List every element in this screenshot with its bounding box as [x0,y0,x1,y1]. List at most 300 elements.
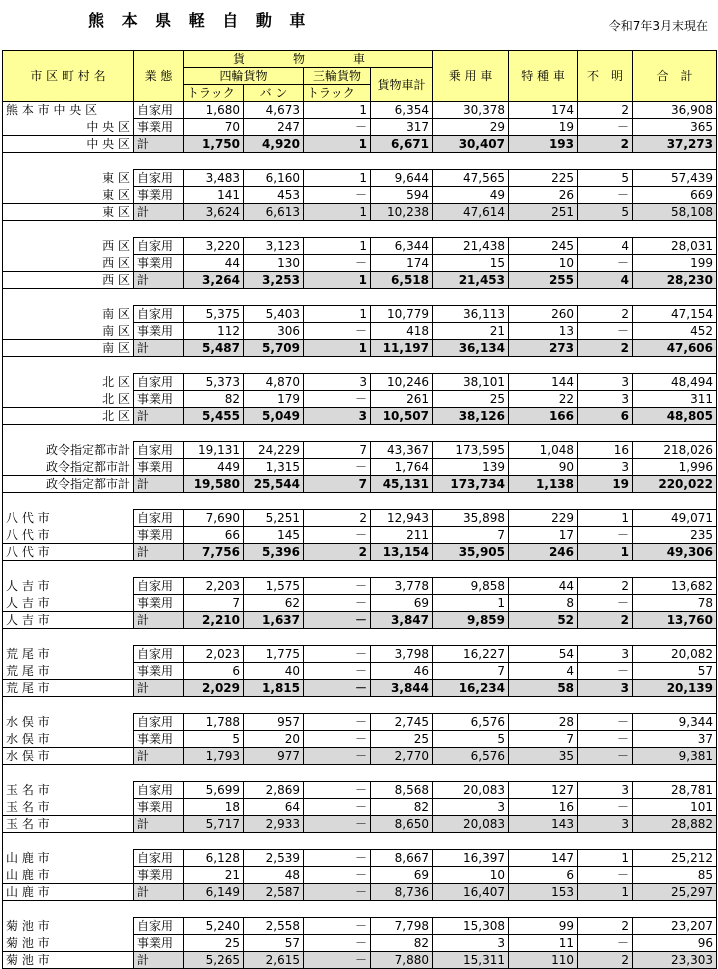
value-cell: 15,311 [433,952,509,969]
value-cell: 20 [244,731,304,748]
value-cell: 48,805 [633,408,717,425]
area-name: 中 央 区 [3,136,134,153]
value-cell: 37 [633,731,717,748]
value-cell: 7,756 [184,544,244,561]
value-cell: 62 [244,595,304,612]
value-cell: 58 [509,680,578,697]
area-name: 西 区 [3,255,134,272]
value-cell: － [578,731,633,748]
value-cell: － [578,748,633,765]
value-cell: 5,403 [244,306,304,323]
value-cell: 18 [184,799,244,816]
value-cell: 10,238 [371,204,433,221]
value-cell: 6,671 [371,136,433,153]
value-cell: 57 [244,935,304,952]
table-row [3,323,717,340]
use-type: 自家用 [134,714,184,731]
area-name: 西 区 [3,272,134,289]
table-row [3,255,717,272]
use-type: 自家用 [134,646,184,663]
value-cell: 25 [371,731,433,748]
value-cell: 3 [578,459,633,476]
value-cell: 16,234 [433,680,509,697]
value-cell: － [578,663,633,680]
value-cell: 36,113 [433,306,509,323]
value-cell: 418 [371,323,433,340]
value-cell: － [578,323,633,340]
table-row [3,272,717,289]
value-cell: 7 [304,476,371,493]
area-name: 南 区 [3,306,134,323]
value-cell: 6 [184,663,244,680]
value-cell: － [578,255,633,272]
value-cell: 6,576 [433,714,509,731]
use-type: 計 [134,544,184,561]
value-cell: 46 [371,663,433,680]
table-row [3,119,717,136]
table-row [3,748,717,765]
table-row [3,663,717,680]
use-type: 計 [134,204,184,221]
spacer-row [3,493,717,510]
value-cell: 110 [509,952,578,969]
value-cell: 37,273 [633,136,717,153]
value-cell: 19 [509,119,578,136]
use-type: 計 [134,408,184,425]
value-cell: 247 [244,119,304,136]
value-cell: 19 [578,476,633,493]
value-cell: 38,126 [433,408,509,425]
use-type: 事業用 [134,595,184,612]
table-row [3,595,717,612]
value-cell: 10 [509,255,578,272]
value-cell: 453 [244,187,304,204]
use-type: 事業用 [134,119,184,136]
use-type: 計 [134,884,184,901]
value-cell: 19,131 [184,442,244,459]
value-cell: 144 [509,374,578,391]
value-cell: 25 [184,935,244,952]
value-cell: 1,750 [184,136,244,153]
table-row [3,867,717,884]
value-cell: － [304,680,371,697]
value-cell: 21 [433,323,509,340]
value-cell: 306 [244,323,304,340]
value-cell: 58,108 [633,204,717,221]
value-cell: 21,438 [433,238,509,255]
value-cell: 16 [509,799,578,816]
value-cell: 20,082 [633,646,717,663]
value-cell: － [304,578,371,595]
value-cell: 1,048 [509,442,578,459]
value-cell: 2 [304,510,371,527]
value-cell: 166 [509,408,578,425]
value-cell: 47,154 [633,306,717,323]
value-cell: 69 [371,867,433,884]
value-cell: 82 [184,391,244,408]
use-type: 計 [134,272,184,289]
value-cell: 2 [578,578,633,595]
value-cell: 1 [433,595,509,612]
table-row [3,612,717,629]
area-name: 東 区 [3,204,134,221]
value-cell: 44 [509,578,578,595]
value-cell: 5,487 [184,340,244,357]
value-cell: 3,483 [184,170,244,187]
value-cell: － [578,595,633,612]
value-cell: 2 [578,136,633,153]
value-cell: 1,680 [184,102,244,119]
value-cell: 70 [184,119,244,136]
value-cell: 143 [509,816,578,833]
value-cell: － [304,187,371,204]
value-cell: 1,138 [509,476,578,493]
value-cell: 5,049 [244,408,304,425]
value-cell: 6,160 [244,170,304,187]
value-cell: 2 [578,612,633,629]
value-cell: 28,230 [633,272,717,289]
value-cell: 7,880 [371,952,433,969]
value-cell: － [304,782,371,799]
use-type: 自家用 [134,238,184,255]
use-type: 事業用 [134,935,184,952]
value-cell: 2,587 [244,884,304,901]
value-cell: 28,781 [633,782,717,799]
table-row [3,731,717,748]
value-cell: 15,308 [433,918,509,935]
value-cell: 145 [244,527,304,544]
value-cell: 1,793 [184,748,244,765]
value-cell: 2,558 [244,918,304,935]
use-type: 自家用 [134,850,184,867]
value-cell: 35,898 [433,510,509,527]
header-four-wheel: 四輪貨物 [184,68,304,85]
value-cell: 12,943 [371,510,433,527]
use-type: 事業用 [134,255,184,272]
value-cell: 8,736 [371,884,433,901]
value-cell: 6,149 [184,884,244,901]
spacer-row [3,697,717,714]
table-row [3,306,717,323]
value-cell: 5,240 [184,918,244,935]
value-cell: 1,764 [371,459,433,476]
area-name: 山 鹿 市 [3,850,134,867]
value-cell: 49 [433,187,509,204]
value-cell: 99 [509,918,578,935]
value-cell: 3 [433,935,509,952]
value-cell: 1 [578,850,633,867]
value-cell: 25,212 [633,850,717,867]
value-cell: 211 [371,527,433,544]
table-row [3,544,717,561]
area-name: 北 区 [3,374,134,391]
area-name: 水 俣 市 [3,748,134,765]
value-cell: 957 [244,714,304,731]
area-name: 南 区 [3,340,134,357]
area-name: 八 代 市 [3,527,134,544]
value-cell: － [304,255,371,272]
table-row [3,204,717,221]
value-cell: 54 [509,646,578,663]
value-cell: 10 [433,867,509,884]
spacer-row [3,425,717,442]
value-cell: 218,026 [633,442,717,459]
value-cell: － [578,714,633,731]
value-cell: － [304,731,371,748]
value-cell: 6,344 [371,238,433,255]
value-cell: 9,859 [433,612,509,629]
value-cell: 3 [304,374,371,391]
area-name: 八 代 市 [3,510,134,527]
area-name: 人 吉 市 [3,578,134,595]
value-cell: － [578,527,633,544]
value-cell: 28,882 [633,816,717,833]
value-cell: 1 [304,272,371,289]
header-truck: トラック [184,85,244,102]
spacer-row [3,629,717,646]
value-cell: 2,745 [371,714,433,731]
table-body [3,102,717,969]
value-cell: 57,439 [633,170,717,187]
table-row [3,884,717,901]
value-cell: 101 [633,799,717,816]
value-cell: 220,022 [633,476,717,493]
value-cell: 66 [184,527,244,544]
value-cell: 5 [184,731,244,748]
use-type: 自家用 [134,782,184,799]
value-cell: 30,378 [433,102,509,119]
value-cell: 2,023 [184,646,244,663]
area-name: 菊 池 市 [3,952,134,969]
value-cell: － [304,816,371,833]
use-type: 計 [134,476,184,493]
value-cell: － [304,612,371,629]
use-type: 自家用 [134,102,184,119]
value-cell: 57 [633,663,717,680]
value-cell: － [578,935,633,952]
use-type: 事業用 [134,799,184,816]
value-cell: 16,407 [433,884,509,901]
value-cell: 47,614 [433,204,509,221]
value-cell: 3 [578,680,633,697]
area-name: 北 区 [3,391,134,408]
value-cell: 3 [578,391,633,408]
table-row [3,408,717,425]
value-cell: 251 [509,204,578,221]
value-cell: 36,134 [433,340,509,357]
value-cell: 20,083 [433,782,509,799]
value-cell: 173,595 [433,442,509,459]
value-cell: 1,315 [244,459,304,476]
value-cell: 47,565 [433,170,509,187]
value-cell: 20,083 [433,816,509,833]
value-cell: 49,071 [633,510,717,527]
value-cell: 3 [304,408,371,425]
area-name: 玉 名 市 [3,799,134,816]
value-cell: 193 [509,136,578,153]
value-cell: 3,123 [244,238,304,255]
header-unknown: 不 明 [578,51,633,102]
value-cell: 452 [633,323,717,340]
area-name: 政令指定都市計 [3,476,134,493]
use-type: 計 [134,340,184,357]
value-cell: 4,870 [244,374,304,391]
value-cell: 10,246 [371,374,433,391]
value-cell: － [304,595,371,612]
value-cell: 3 [578,374,633,391]
value-cell: － [304,748,371,765]
spacer-row [3,561,717,578]
use-type: 自家用 [134,442,184,459]
value-cell: 5,709 [244,340,304,357]
value-cell: 7 [433,663,509,680]
value-cell: 6,128 [184,850,244,867]
value-cell: 1,996 [633,459,717,476]
spacer-row [3,289,717,306]
value-cell: 9,644 [371,170,433,187]
header-total: 合 計 [633,51,717,102]
value-cell: 225 [509,170,578,187]
value-cell: 1 [578,510,633,527]
area-name: 北 区 [3,408,134,425]
value-cell: 153 [509,884,578,901]
header-cargo-total: 貨物車計 [371,68,433,102]
value-cell: － [304,646,371,663]
table-row [3,782,717,799]
value-cell: 311 [633,391,717,408]
use-type: 自家用 [134,510,184,527]
table-row [3,714,717,731]
value-cell: 2 [578,306,633,323]
table-row [3,442,717,459]
value-cell: 3,847 [371,612,433,629]
value-cell: － [578,867,633,884]
header-use: 業 態 [134,51,184,102]
value-cell: 8,568 [371,782,433,799]
use-type: 事業用 [134,391,184,408]
value-cell: － [304,799,371,816]
value-cell: 3,624 [184,204,244,221]
area-name: 中 央 区 [3,119,134,136]
table-row [3,850,717,867]
value-cell: 179 [244,391,304,408]
value-cell: 2 [578,340,633,357]
use-type: 自家用 [134,578,184,595]
value-cell: 3 [578,782,633,799]
area-name: 西 区 [3,238,134,255]
value-cell: 127 [509,782,578,799]
area-name: 東 区 [3,170,134,187]
use-type: 自家用 [134,170,184,187]
value-cell: － [304,391,371,408]
value-cell: 30,407 [433,136,509,153]
value-cell: 246 [509,544,578,561]
value-cell: 90 [509,459,578,476]
value-cell: 5,375 [184,306,244,323]
value-cell: 1 [304,204,371,221]
value-cell: 7 [433,527,509,544]
use-type: 自家用 [134,306,184,323]
value-cell: 21,453 [433,272,509,289]
value-cell: 2 [578,952,633,969]
table-row [3,238,717,255]
value-cell: 2,210 [184,612,244,629]
value-cell: 19,580 [184,476,244,493]
value-cell: 3 [578,816,633,833]
value-cell: － [304,918,371,935]
value-cell: 16,227 [433,646,509,663]
value-cell: 7 [184,595,244,612]
area-name: 政令指定都市計 [3,459,134,476]
value-cell: 28,031 [633,238,717,255]
table-row [3,918,717,935]
table-row [3,187,717,204]
value-cell: 3,253 [244,272,304,289]
value-cell: 28 [509,714,578,731]
value-cell: 69 [371,595,433,612]
value-cell: 2,770 [371,748,433,765]
use-type: 計 [134,816,184,833]
value-cell: 1 [304,238,371,255]
table-row [3,102,717,119]
spacer-row [3,901,717,918]
value-cell: 5,265 [184,952,244,969]
value-cell: 78 [633,595,717,612]
value-cell: 4,673 [244,102,304,119]
value-cell: 3,264 [184,272,244,289]
value-cell: 139 [433,459,509,476]
value-cell: 13 [509,323,578,340]
value-cell: － [304,867,371,884]
value-cell: 6,576 [433,748,509,765]
value-cell: 52 [509,612,578,629]
value-cell: 147 [509,850,578,867]
value-cell: － [304,935,371,952]
value-cell: 9,344 [633,714,717,731]
value-cell: － [578,119,633,136]
table-row [3,646,717,663]
value-cell: 13,154 [371,544,433,561]
value-cell: 174 [371,255,433,272]
value-cell: 16,397 [433,850,509,867]
value-cell: 7 [509,731,578,748]
area-name: 政令指定都市計 [3,442,134,459]
value-cell: － [304,884,371,901]
value-cell: 3,798 [371,646,433,663]
value-cell: 7,690 [184,510,244,527]
value-cell: 6,518 [371,272,433,289]
use-type: 計 [134,680,184,697]
value-cell: － [304,527,371,544]
value-cell: 229 [509,510,578,527]
value-cell: 1 [304,170,371,187]
value-cell: 1 [304,102,371,119]
table-row [3,459,717,476]
table-row [3,799,717,816]
value-cell: 36,908 [633,102,717,119]
value-cell: 255 [509,272,578,289]
value-cell: 22 [509,391,578,408]
value-cell: 5 [578,204,633,221]
spacer-row [3,357,717,374]
area-name: 人 吉 市 [3,595,134,612]
value-cell: 16 [578,442,633,459]
area-name: 水 俣 市 [3,731,134,748]
table-row [3,391,717,408]
value-cell: － [304,850,371,867]
header-three-truck: トラック [304,85,371,102]
use-type: 計 [134,612,184,629]
